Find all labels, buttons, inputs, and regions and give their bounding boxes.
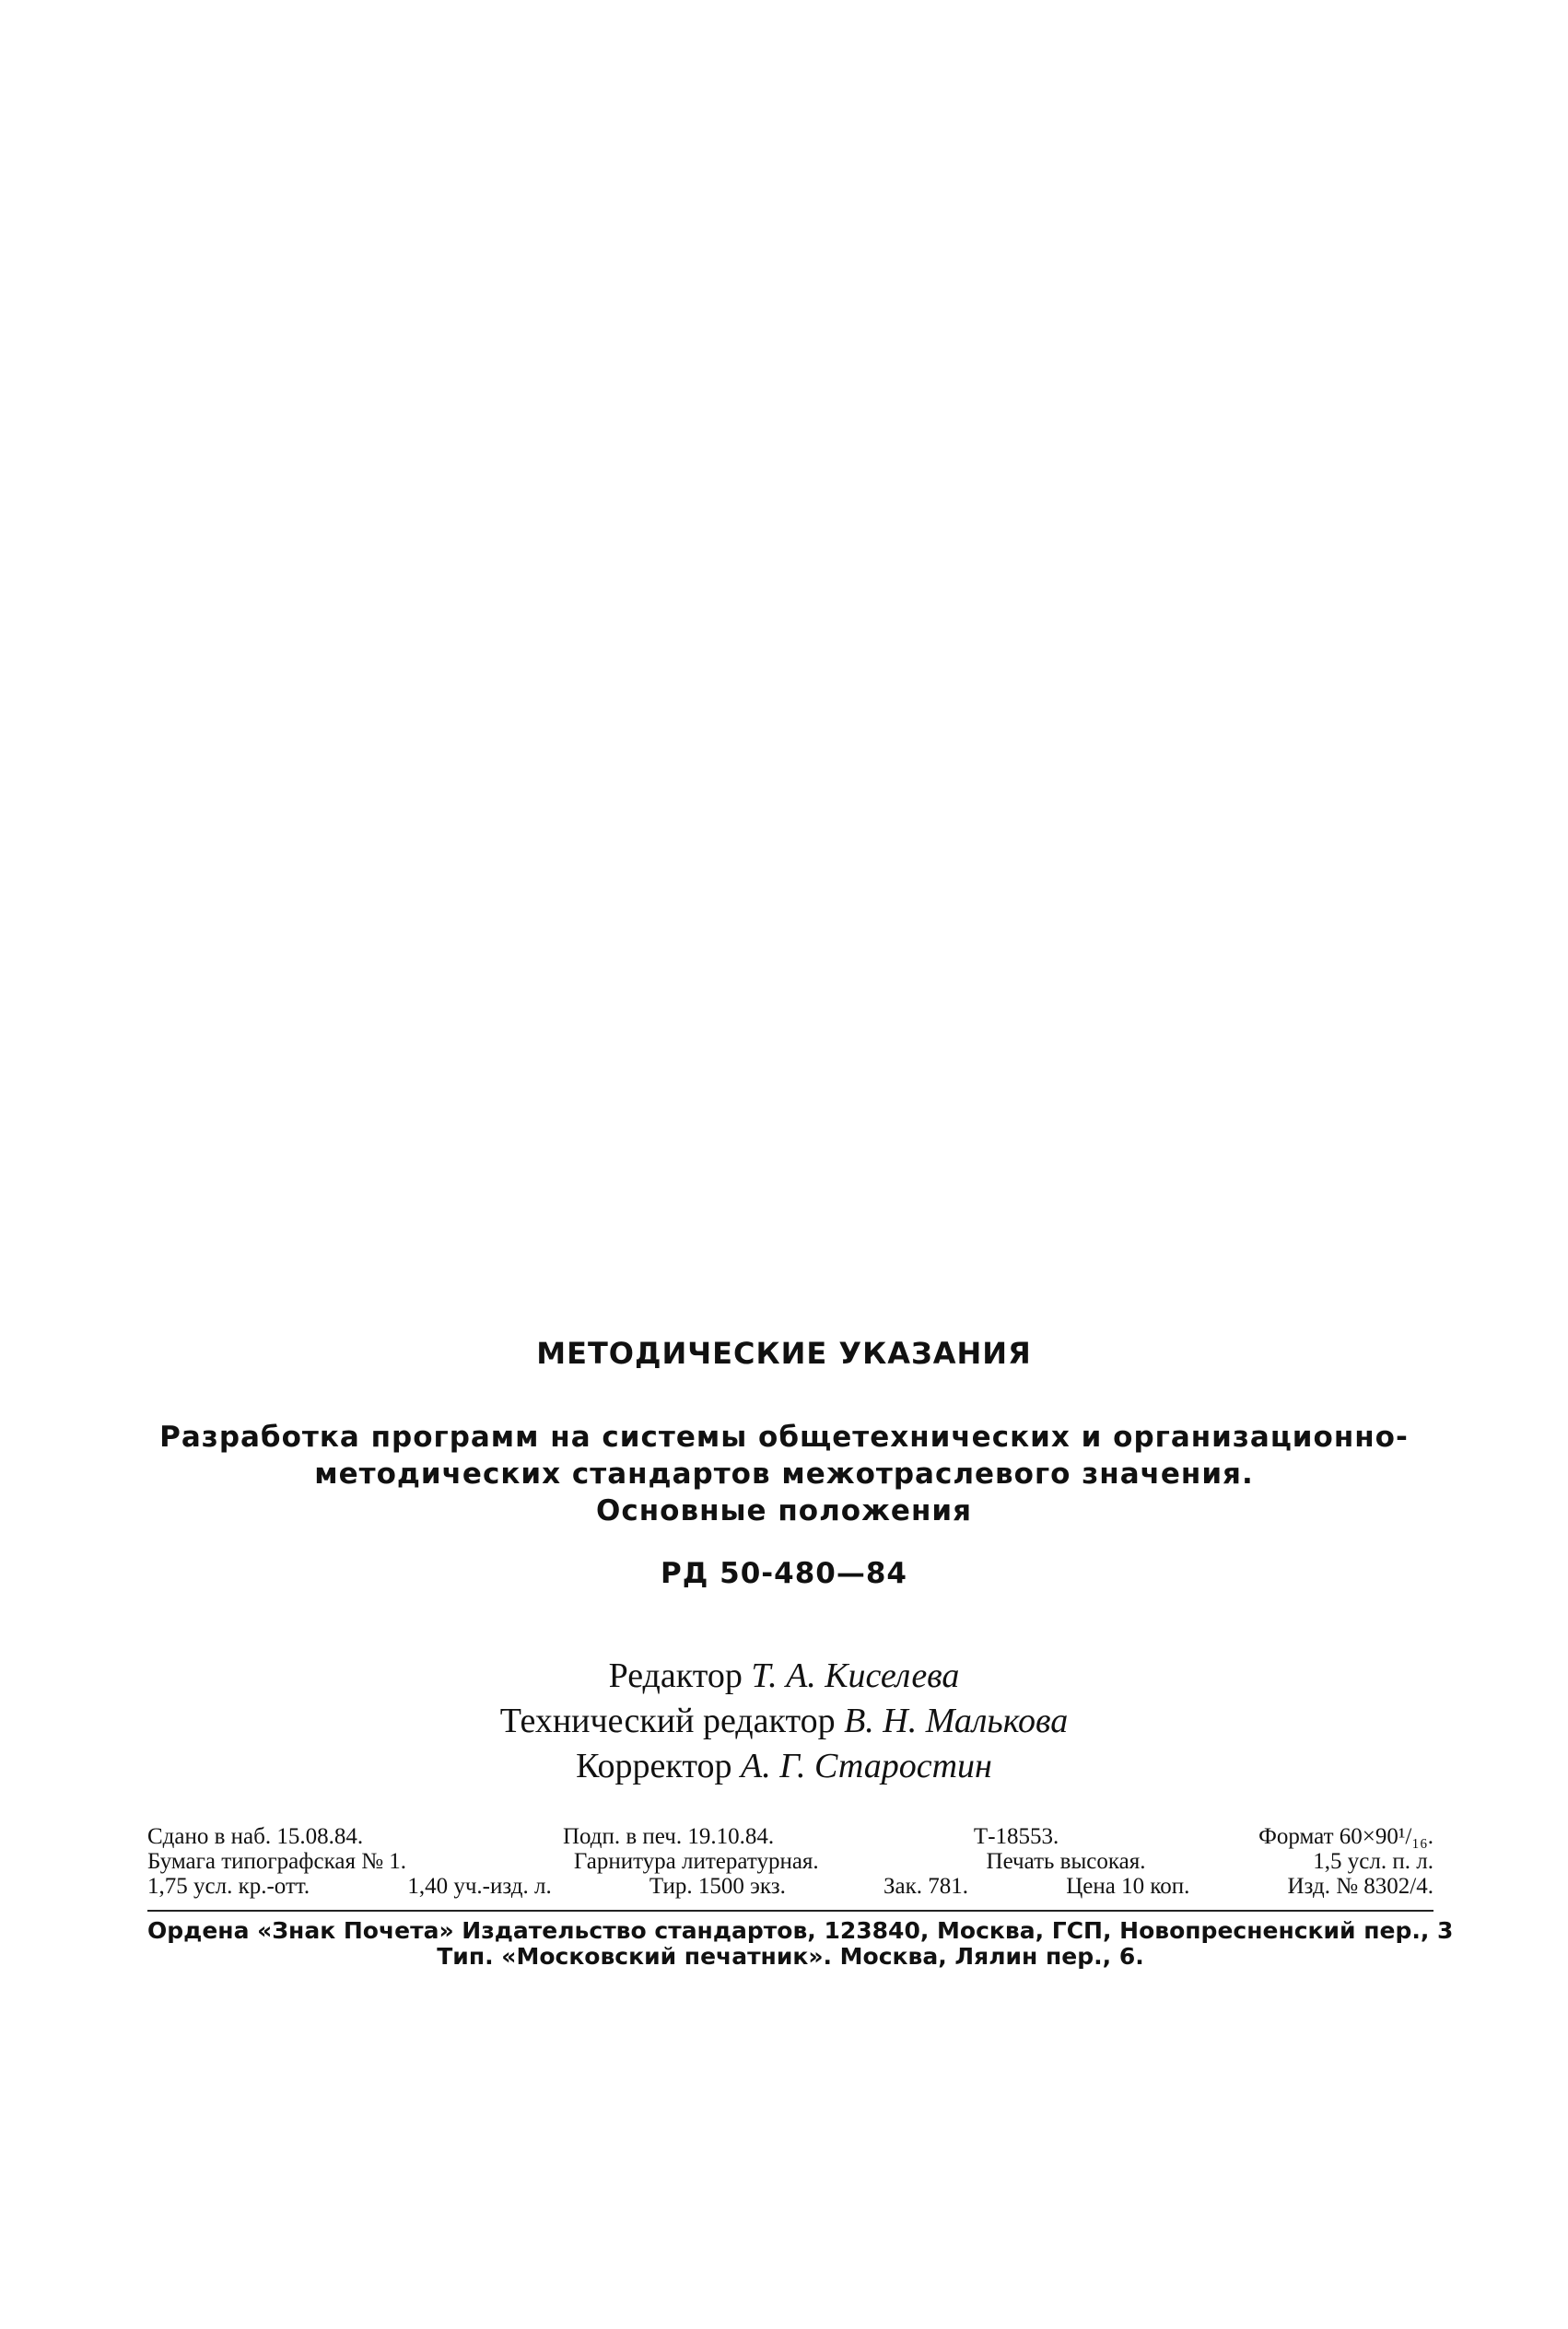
imprint-cell: Бумага типографская № 1. [147,1849,407,1874]
credit-editor [0,1654,1568,1699]
imprint-cell: Цена 10 коп. [1066,1874,1190,1899]
credit-technical-editor [0,1699,1568,1744]
title-line: методических стандартов межотраслевого значения. [314,1457,1254,1491]
divider-rule [147,1910,1433,1912]
credit-person: В. Н. Малькова [844,1702,1069,1740]
imprint-cell: Изд. № 8302/4. [1287,1874,1433,1899]
title-line: Основные положения [596,1494,972,1527]
imprint-cell: Зак. 781. [883,1874,969,1899]
credits-block [0,1654,1568,1789]
imprint-row [147,1874,1433,1899]
imprint-row [147,1849,1433,1874]
credit-role: Корректор [576,1747,732,1785]
imprint-cell: 1,40 уч.-изд. л. [407,1874,552,1899]
credit-role: Технический редактор [499,1702,836,1740]
printer-line: Тип. «Московский печатник». Москва, Лялин пер., 6. [437,1943,1144,1970]
document-type: МЕТОДИЧЕСКИЕ УКАЗАНИЯ [536,1336,1032,1371]
imprint-cell: Сдано в наб. 15.08.84. [147,1824,364,1849]
imprint-cell: Подп. в печ. 19.10.84. [562,1824,775,1849]
publisher-line: Ордена «Знак Почета» Издательство стандартов, 123840, Москва, ГСП, Новопресненский пер., 3 [147,1917,1454,1944]
credit-role: Редактор [608,1656,743,1695]
imprint-cell: 1,5 усл. п. л. [1313,1849,1433,1874]
imprint-cell: Печать высокая. [986,1849,1146,1874]
imprint-cell: 1,75 усл. кр.-отт. [147,1874,310,1899]
title-line: Разработка программ на системы общетехнических и организационно- [159,1421,1409,1454]
credit-proofreader [0,1744,1568,1789]
credit-person: Т. А. Киселева [751,1656,960,1695]
imprint-cell: Т-18553. [973,1824,1059,1849]
imprint-cell: Гарнитура литературная. [573,1849,819,1874]
imprint-row [147,1824,1433,1849]
document-title [0,1419,1568,1529]
imprint-cell: Тир. 1500 экз. [649,1874,786,1899]
document-code: РД 50-480—84 [661,1557,907,1590]
imprint-cell: Формат 60×90¹/₁₆. [1258,1824,1433,1849]
publisher-block [147,1917,1454,1970]
credit-person: А. Г. Старостин [740,1747,992,1785]
imprint-block [147,1824,1433,1899]
